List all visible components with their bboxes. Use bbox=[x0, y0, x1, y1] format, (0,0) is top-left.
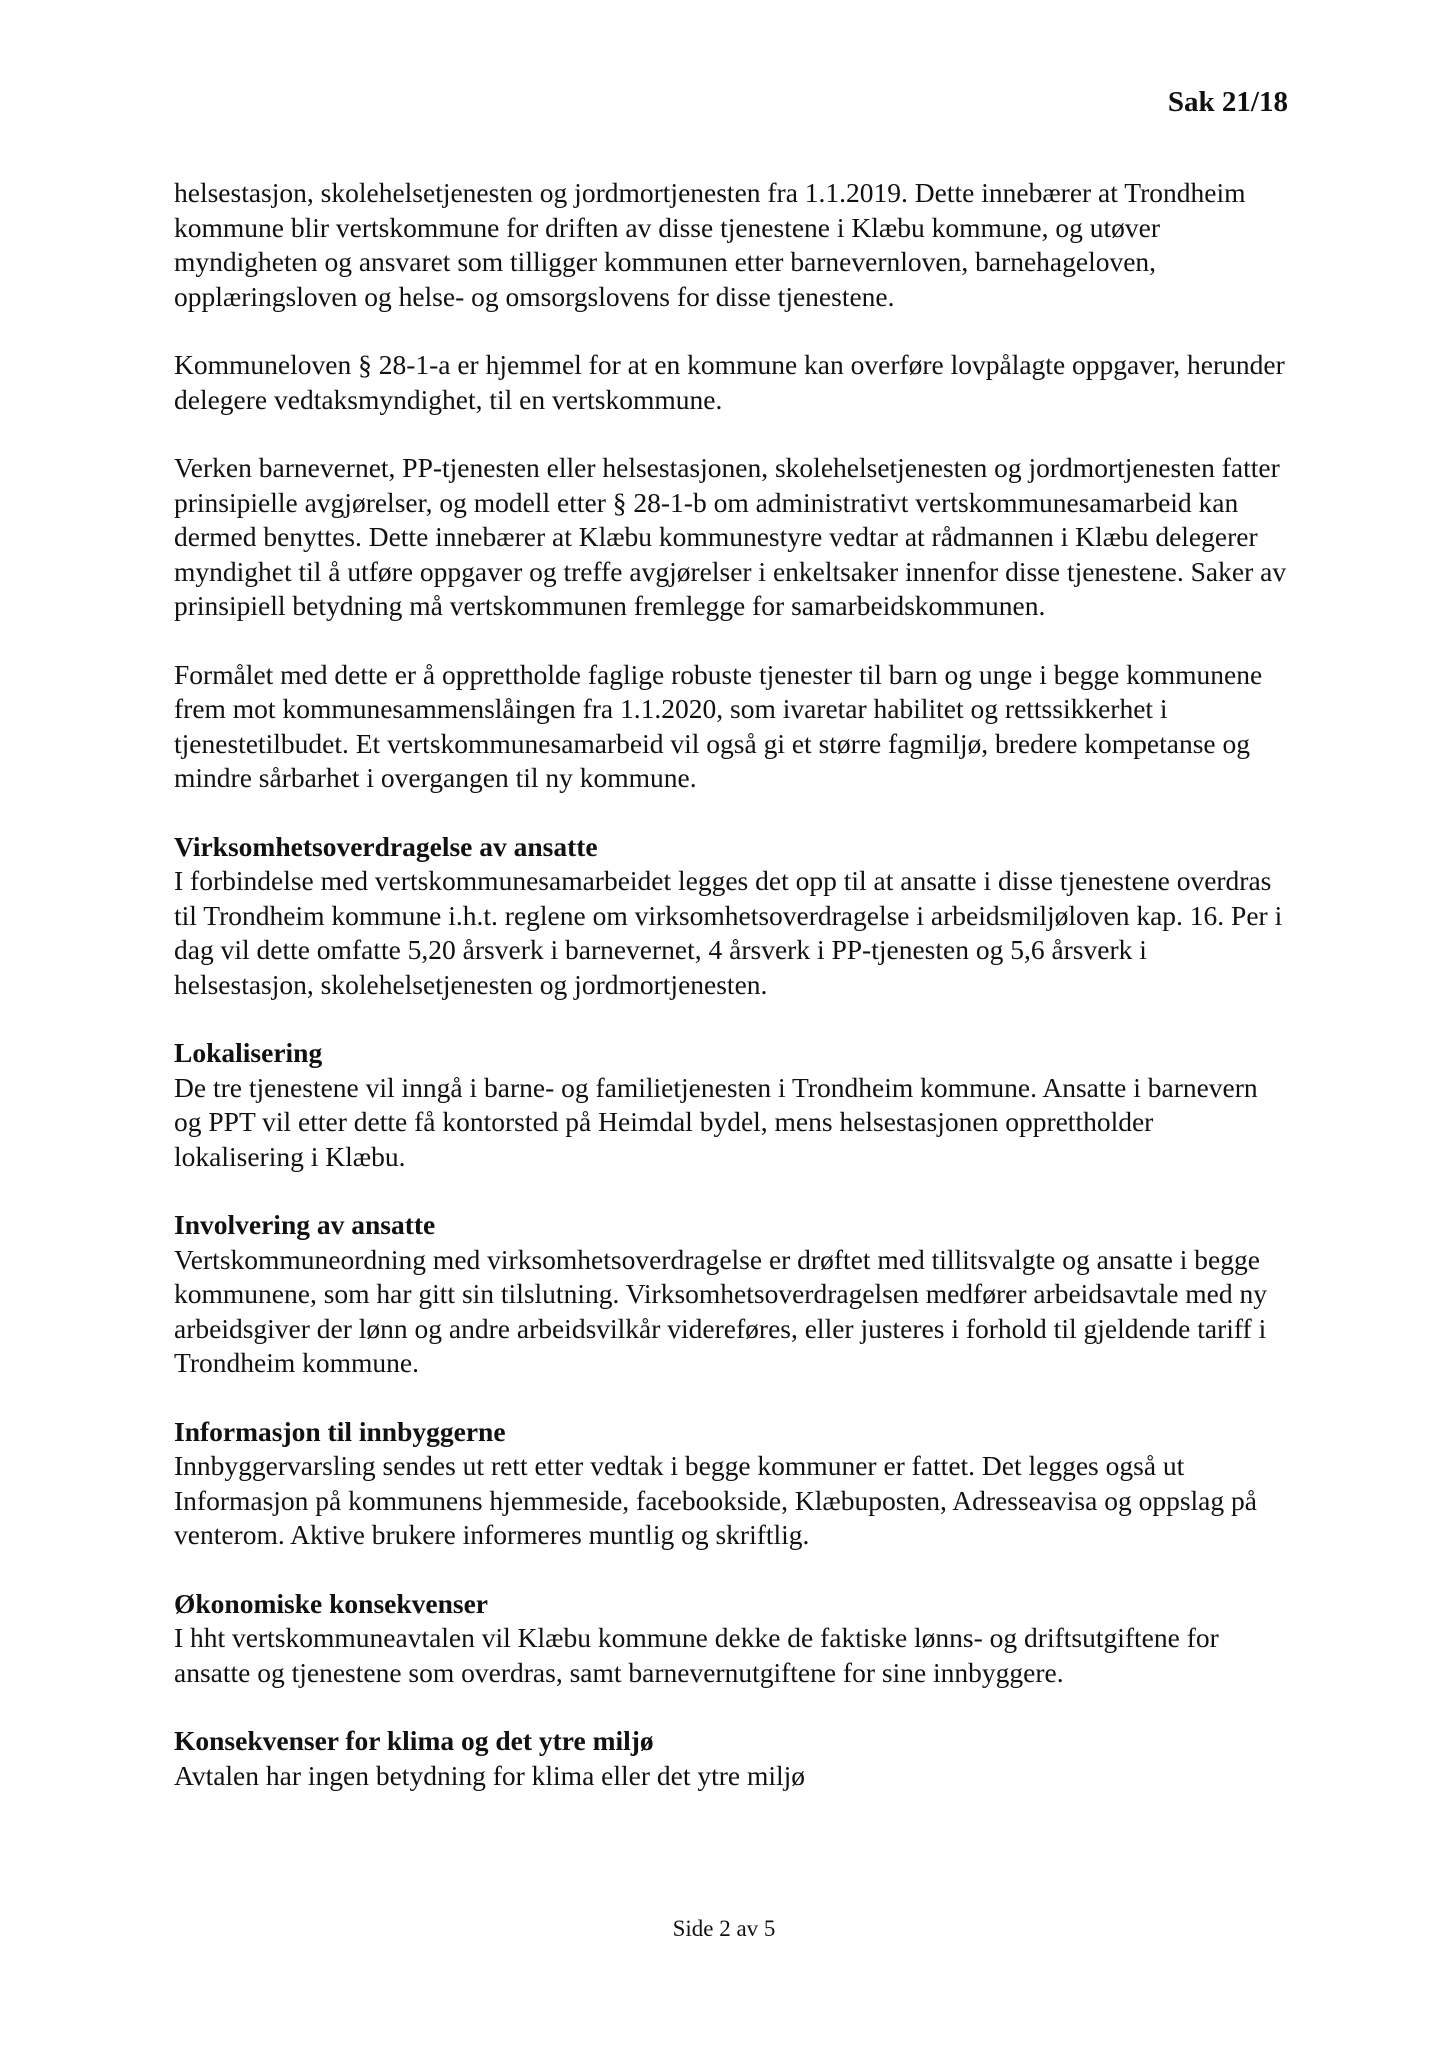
section-klima bbox=[174, 1724, 1288, 1793]
section-okonomiske bbox=[174, 1587, 1288, 1691]
section-body: I hht vertskommuneavtalen vil Klæbu kommune dekke de faktiske lønns- og driftsutgiftene for ansatte og tjenestene som overdras, samt barnevernutgiftene for sine innbyggere. bbox=[174, 1622, 1219, 1688]
section-involvering bbox=[174, 1208, 1288, 1381]
body-paragraph: Verken barnevernet, PP-tjenesten eller helsestasjonen, skolehelsetjenesten og jordmortjenesten fatter prinsipielle avgjørelser, og modell etter § 28-1-b om administrativt vertskommunesamarbeid kan dermed benyttes. Dette innebærer at Klæbu kommunestyre vedtar at rådmannen i Klæbu delegerer myndighet til å utføre oppgaver og treffe avgjørelser i enkeltsaker innenfor disse tjenestene. Saker av prinsipiell betydning må vertskommunen fremlegge for samarbeidskommunen. bbox=[174, 452, 1287, 621]
section-heading: Involvering av ansatte bbox=[174, 1209, 436, 1240]
section-body: Vertskommuneordning med virksomhetsoverdragelse er drøftet med tillitsvalgte og ansatte i begge kommunene, som har gitt sin tilslutning. Virksomhetsoverdragelsen medfører arbeidsavtale med ny arbeidsgiver der lønn og andre arbeidsvilkår videreføres, eller justeres i forhold til gjeldende tariff i Trondheim kommune. bbox=[174, 1243, 1268, 1378]
section-body: De tre tjenestene vil inngå i barne- og familietjenesten i Trondheim kommune. Ansatte i barnevern og PPT vil etter dette få kontorsted på Heimdal bydel, mens helsestasjonen opprettholder lokalisering i Klæbu. bbox=[174, 1071, 1258, 1172]
section-heading: Økonomiske konsekvenser bbox=[174, 1587, 489, 1619]
section-heading: Informasjon til innbyggerne bbox=[174, 1415, 506, 1447]
section-virksomhetsoverdragelse bbox=[174, 830, 1288, 1003]
section-body: I forbindelse med vertskommunesamarbeidet legges det opp til at ansatte i disse tjenestene overdras til Trondheim kommune i.h.t. reglene om virksomhetsoverdragelse i arbeidsmiljøloven kap. 16. Per i dag vil dette omfatte 5,20 årsverk i barnevernet, 4 årsverk i PP-tjenesten og 5,6 årsverk i helsestasjon, skolehelsetjenesten og jordmortjenesten. bbox=[174, 865, 1283, 1000]
case-reference: Sak 21/18 bbox=[1167, 86, 1288, 118]
section-informasjon bbox=[174, 1415, 1288, 1553]
section-heading: Virksomhetsoverdragelse av ansatte bbox=[174, 830, 598, 862]
page-number: Side 2 av 5 bbox=[672, 1916, 776, 1941]
section-heading: Lokalisering bbox=[174, 1037, 323, 1068]
section-body: Innbyggervarsling sendes ut rett etter vedtak i begge kommuner er fattet. Det legges også ut Informasjon på kommunens hjemmeside, facebookside, Klæbuposten, Adresseavisa og oppslag på venterom. Aktive brukere informeres muntlig og skriftlig. bbox=[174, 1450, 1257, 1550]
body-paragraph: Formålet med dette er å opprettholde faglige robuste tjenester til barn og unge i begge kommunene frem mot kommunesammenslåingen fra 1.1.2020, som ivaretar habilitet og rettssikkerhet i tjenestetilbudet. Et vertskommunesamarbeid vil også gi et større fagmiljø, bredere kompetanse og mindre sårbarhet i overgangen til ny kommune. bbox=[174, 658, 1263, 793]
document-body bbox=[174, 176, 1288, 1827]
section-body: Avtalen har ingen betydning for klima eller det ytre miljø bbox=[174, 1759, 806, 1791]
body-paragraph: Kommuneloven § 28-1-a er hjemmel for at en kommune kan overføre lovpålagte oppgaver, herunder delegere vedtaksmyndighet, til en vertskommune. bbox=[174, 349, 1285, 415]
body-paragraph: helsestasjon, skolehelsetjenesten og jordmortjenesten fra 1.1.2019. Dette innebærer at Trondheim kommune blir vertskommune for driften av disse tjenestene i Klæbu kommune, og utøver myndigheten og ansvaret som tilligger kommunen etter barnevernloven, barnehageloven, opplæringsloven og helse- og omsorgslovens for disse tjenestene. bbox=[174, 177, 1246, 312]
section-heading: Konsekvenser for klima og det ytre miljø bbox=[174, 1725, 654, 1756]
section-lokalisering bbox=[174, 1036, 1288, 1174]
